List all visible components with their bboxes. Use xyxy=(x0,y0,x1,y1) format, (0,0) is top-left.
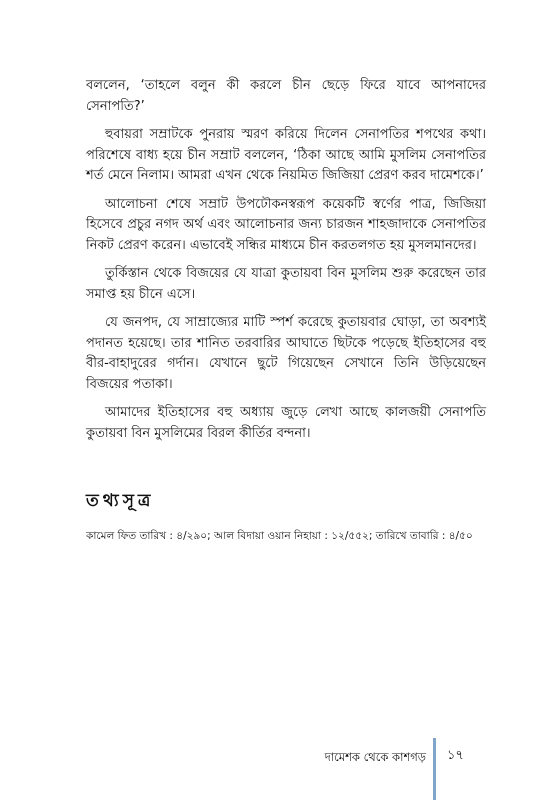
paragraph-6: আমাদের ইতিহাসের বহু অধ্যায় জুড়ে লেখা আছে কালজয়ী সেনাপতি কুতায়বা বিন মুসলিমের বিরল কীর্তির বন্দনা। xyxy=(86,405,486,441)
main-text-column xyxy=(86,76,486,452)
paragraph-5: যে জনপদ, যে সাম্রাজ্যের মাটি স্পর্শ করেছে কুতায়বার ঘোড়া, তা অবশ্যই পদানত হয়েছে। তার শানিত তরবারির আঘাতে ছিটকে পড়েছে ইতিহাসের বহু বীর-বাহাদুরের গর্দান। যেখানে ছুটে গিয়েছেন সেখানে তিনি উড়িয়েছেন বিজয়ের পতাকা। xyxy=(86,315,486,392)
sources-heading: তথ্যসূত্র xyxy=(86,491,155,511)
paragraph-2: হুবায়রা সম্রাটকে পুনরায় স্মরণ করিয়ে দিলেন সেনাপতির শপথের কথা। পরিশেষে বাধ্য হয়ে চীন সম্রাট বললেন, ‘ঠিকা আছে আমি মুসলিম সেনাপতির শর্ত মেনে নিলাম। আমরা এখন থেকে নিয়মিত জিজিয়া প্রেরণ করব দামেশকে।’ xyxy=(86,127,486,183)
paragraph-4: তুর্কিস্তান থেকে বিজয়ের যে যাত্রা কুতায়বা বিন মুসলিম শুরু করেছেন তার সমাপ্ত হয় চীনে এসে। xyxy=(86,266,486,302)
paragraph-1: বললেন, ‘তাহলে বলুন কী করলে চীন ছেড়ে ফিরে যাবে আপনাদের সেনাপতি?’ xyxy=(86,78,486,114)
paragraph-3: আলোচনা শেষে সম্রাট উপঢৌকনস্বরূপ কয়েকটি স্বর্ণের পাত্র, জিজিয়া হিসেবে প্রচুর নগদ অর্থ এবং আলোচনার জন্য চারজন শাহজাদাকে সেনাপতির নিকট প্রেরণ করেন। এভাবেই সন্ধির মাধ্যমে চীন করতলগত হয় মুসলমানদের। xyxy=(86,196,486,253)
sources-text: কামেল ফিত তারিখ : ৪/২৯০; আল বিদায়া ওয়ান নিহায়া : ১২/৫৫২; তারিখে তাবারি : ৪/৫০ xyxy=(86,530,473,542)
footer-book-title: দামেশক থেকে কাশগড় xyxy=(324,750,426,764)
page-number: ১৭ xyxy=(447,748,464,763)
footer-divider-rule xyxy=(433,738,436,800)
